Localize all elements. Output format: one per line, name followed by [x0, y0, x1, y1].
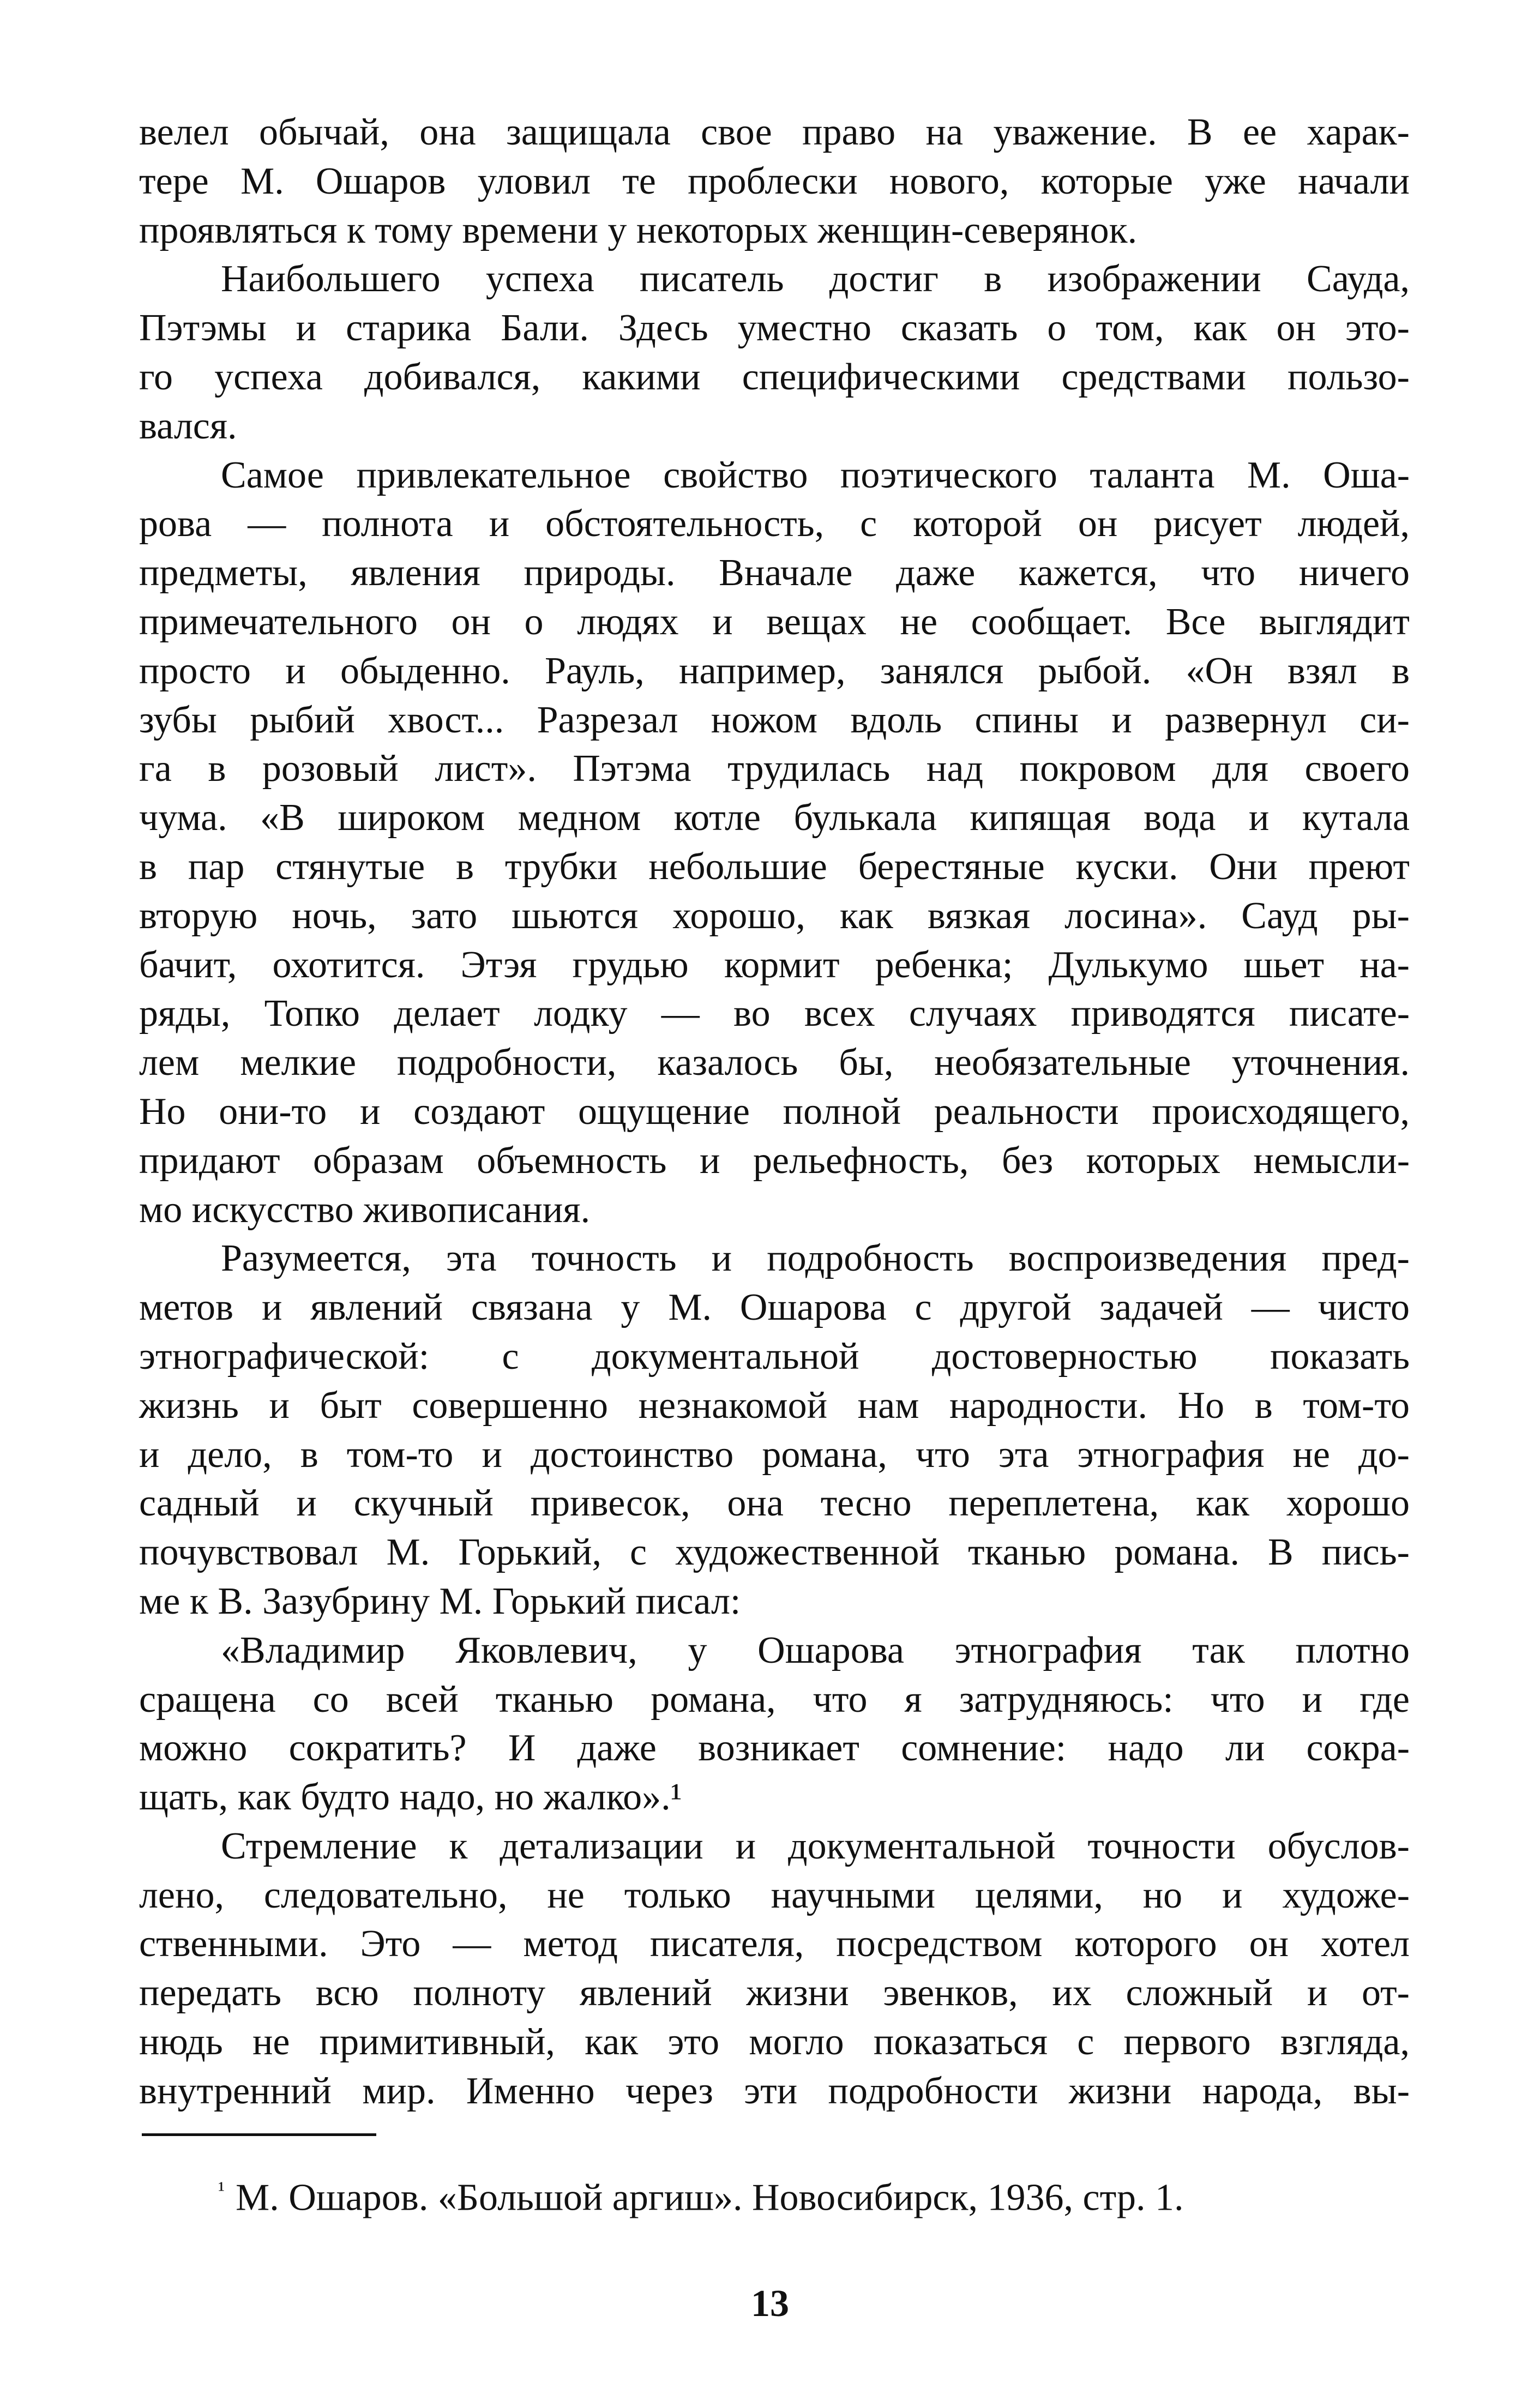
footnote-text: М. Ошаров. «Большой аргиш». Новосибирск, 1936, стр. 1.: [236, 2176, 1184, 2219]
text-line: передать всю полноту явлений жизни эвенков, их сложный и от-: [139, 1972, 1410, 2014]
text-line: Но они-то и создают ощущение полной реальности происходящего,: [139, 1090, 1410, 1133]
text-line: Самое привлекательное свойство поэтического таланта М. Оша-: [221, 454, 1410, 496]
text-line: Пэтэмы и старика Бали. Здесь уместно сказать о том, как он это-: [139, 307, 1410, 350]
text-line: этнографической: с документальной достоверностью показать: [139, 1335, 1410, 1378]
footnote-divider: [142, 2133, 376, 2136]
text-line: ме к В. Зазубрину М. Горький писал:: [139, 1580, 741, 1622]
text-line: лено, следовательно, не только научными целями, но и художе-: [139, 1874, 1410, 1916]
text-line: чума. «В широком медном котле булькала кипящая вода и кутала: [139, 797, 1410, 839]
text-line: Стремление к детализации и документальной точности обуслов-: [221, 1825, 1410, 1867]
text-line: нюдь не примитивный, как это могло показаться с первого взгляда,: [139, 2021, 1410, 2064]
text-line: мо искусство живописания.: [139, 1188, 591, 1231]
footnote-mark: ¹: [218, 2177, 225, 2202]
text-line: просто и обыденно. Рауль, например, занялся рыбой. «Он взял в: [139, 649, 1410, 692]
text-line: го успеха добивался, какими специфическими средствами пользо-: [139, 356, 1410, 398]
footnote: [218, 2165, 1184, 2222]
quote-line: сращена со всей тканью романа, что я затрудняюсь: что и где: [139, 1678, 1410, 1721]
body-text: [139, 108, 1410, 2116]
text-line: Наибольшего успеха писатель достиг в изображении Сауда,: [221, 258, 1410, 300]
text-line: ряды, Топко делает лодку — во всех случаях приводятся писате-: [139, 993, 1410, 1035]
text-line: жизнь и быт совершенно незнакомой нам народности. Но в том-то: [139, 1384, 1410, 1427]
text-line: почувствовал М. Горький, с художественной тканью романа. В пись-: [139, 1531, 1410, 1574]
text-line: бачит, охотится. Этэя грудью кормит ребенка; Дулькумо шьет на-: [139, 943, 1410, 986]
text-line: примечательного он о людях и вещах не сообщает. Все выглядит: [139, 600, 1410, 643]
quote-line: щать, как будто надо, но жалко».¹: [139, 1776, 682, 1819]
page-number: 13: [751, 2283, 789, 2325]
text-line: садный и скучный привесок, она тесно переплетена, как хорошо: [139, 1482, 1410, 1525]
text-line: ственными. Это — метод писателя, посредством которого он хотел: [139, 1923, 1410, 1965]
text-line: предметы, явления природы. Вначале даже кажется, что ничего: [139, 552, 1410, 594]
text-line: придают образам объемность и рельефность, без которых немысли-: [139, 1139, 1410, 1182]
quote-line: можно сократить? И даже возникает сомнение: надо ли сокра-: [139, 1727, 1410, 1770]
text-line: га в розовый лист». Пэтэма трудилась над покровом для своего: [139, 748, 1410, 790]
quote-line: «Владимир Яковлевич, у Ошарова этнография так плотно: [221, 1629, 1410, 1671]
text-line: велел обычай, она защищала свое право на уважение. В ее харак-: [139, 111, 1410, 153]
text-line: проявляться к тому времени у некоторых женщин-северянок.: [139, 209, 1138, 251]
text-line: тере М. Ошаров уловил те проблески нового, которые уже начали: [139, 160, 1410, 202]
text-line: внутренний мир. Именно через эти подробности жизни народа, вы-: [139, 2070, 1410, 2112]
text-line: рова — полнота и обстоятельность, с которой он рисует людей,: [139, 503, 1410, 545]
text-line: лем мелкие подробности, казалось бы, необязательные уточнения.: [139, 1042, 1410, 1084]
text-line: Разумеется, эта точность и подробность воспроизведения пред-: [221, 1237, 1410, 1280]
text-line: и дело, в том-то и достоинство романа, что эта этнография не до-: [139, 1433, 1410, 1476]
text-line: метов и явлений связана у М. Ошарова с другой задачей — чисто: [139, 1286, 1410, 1329]
text-line: вторую ночь, зато шьются хорошо, как вязкая лосина». Сауд ры-: [139, 894, 1410, 937]
text-line: зубы рыбий хвост... Разрезал ножом вдоль спины и развернул си-: [139, 699, 1410, 741]
text-line: в пар стянутые в трубки небольшие берестяные куски. Они преют: [139, 845, 1410, 888]
text-line: вался.: [139, 405, 237, 447]
